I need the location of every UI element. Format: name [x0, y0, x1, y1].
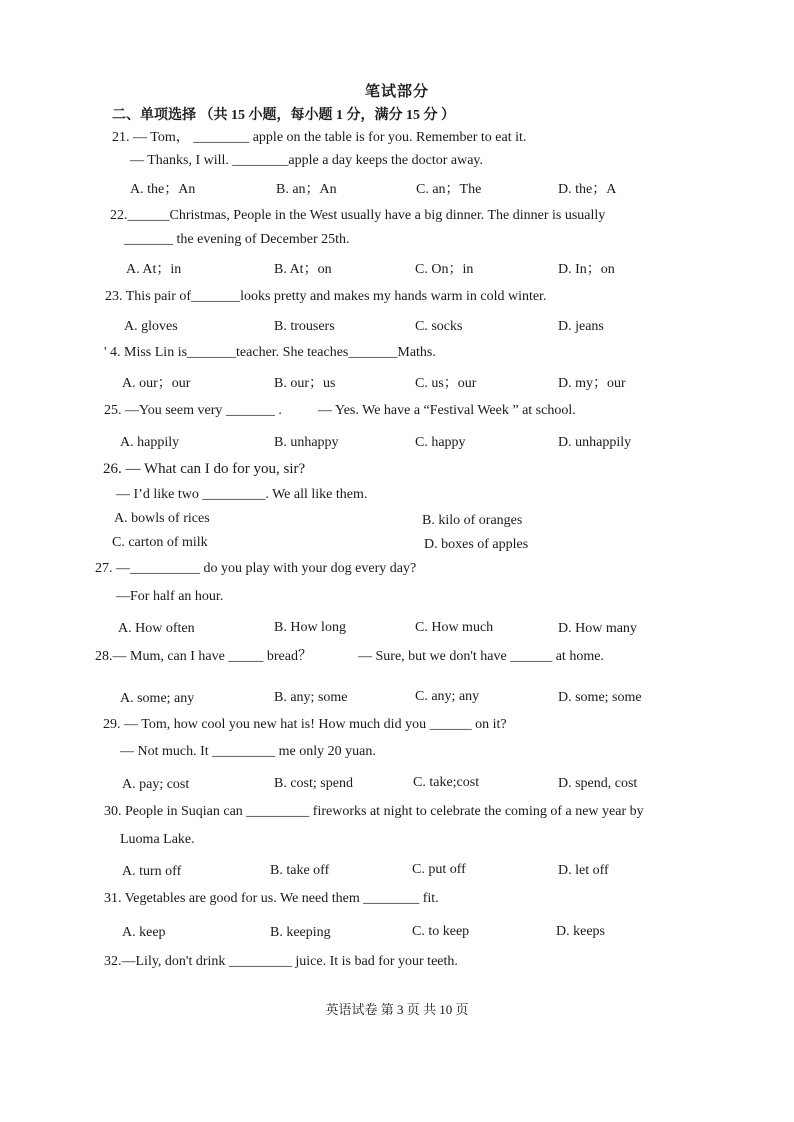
- question-23-option-a[interactable]: A. gloves: [124, 319, 178, 334]
- question-31-option-d[interactable]: D. keeps: [556, 924, 605, 939]
- question-29-option-d[interactable]: D. spend, cost: [558, 776, 638, 791]
- question-30-option-d[interactable]: D. let off: [558, 863, 609, 878]
- question-26-option-c[interactable]: C. carton of milk: [112, 535, 208, 550]
- question-27-option-c[interactable]: C. How much: [415, 620, 494, 635]
- question-26-option-d[interactable]: D. boxes of apples: [424, 537, 529, 552]
- question-22-text: 22.______Christmas, People in the West usually have a big dinner. The dinner is usually: [110, 208, 606, 223]
- question-24-option-b[interactable]: B. our；us: [274, 376, 336, 391]
- question-28-option-c[interactable]: C. any; any: [415, 689, 480, 704]
- question-31-option-b[interactable]: B. keeping: [270, 925, 331, 940]
- question-25-option-b[interactable]: B. unhappy: [274, 435, 339, 450]
- question-31-option-a[interactable]: A. keep: [122, 925, 166, 940]
- question-24-text: ' 4. Miss Lin is_______teacher. She teaches_______Maths.: [104, 345, 436, 360]
- question-29-option-c[interactable]: C. take;cost: [413, 775, 480, 790]
- question-28-option-d[interactable]: D. some; some: [558, 690, 642, 705]
- question-30-text-2: Luoma Lake.: [120, 832, 195, 847]
- question-28-option-a[interactable]: A. some; any: [120, 691, 195, 706]
- question-29-text-2: — Not much. It _________ me only 20 yuan.: [120, 744, 376, 759]
- page-footer: 英语试卷 第 3 页 共 10 页: [325, 1002, 469, 1017]
- question-21-option-d[interactable]: D. the；A: [558, 182, 617, 197]
- question-28-text: 28.— Mum, can I have _____ bread？: [95, 649, 312, 664]
- question-31-option-c[interactable]: C. to keep: [412, 924, 470, 939]
- question-21-option-b[interactable]: B. an；An: [276, 182, 337, 197]
- question-23-option-d[interactable]: D. jeans: [558, 319, 604, 334]
- question-22-option-d[interactable]: D. In；on: [558, 262, 615, 277]
- question-22-option-a[interactable]: A. At；in: [126, 262, 182, 277]
- question-25-reply: — Yes. We have a “Festival Week ” at school.: [318, 403, 576, 418]
- question-28-reply: — Sure, but we don't have ______ at home.: [358, 649, 604, 664]
- question-29-option-a[interactable]: A. pay; cost: [122, 777, 190, 792]
- question-27-text: 27. —__________ do you play with your dog every day?: [95, 561, 417, 576]
- question-27-option-a[interactable]: A. How often: [118, 621, 195, 636]
- page-title: 笔试部分: [364, 84, 429, 100]
- question-25-text: 25. —You seem very _______ .: [104, 403, 282, 418]
- question-29-option-b[interactable]: B. cost; spend: [274, 776, 353, 791]
- question-21-text: 21. — Tom， ________ apple on the table is for you. Remember to eat it.: [112, 130, 527, 145]
- question-27-option-b[interactable]: B. How long: [274, 620, 346, 635]
- question-25-option-d[interactable]: D. unhappily: [558, 435, 632, 450]
- question-26-option-a[interactable]: A. bowls of rices: [114, 511, 210, 526]
- question-22-option-b[interactable]: B. At；on: [274, 262, 332, 277]
- question-23-option-c[interactable]: C. socks: [415, 319, 463, 334]
- question-30-option-b[interactable]: B. take off: [270, 863, 330, 878]
- question-30-text: 30. People in Suqian can _________ fireworks at night to celebrate the coming of a new year by: [104, 804, 644, 819]
- question-27-text-2: —For half an hour.: [116, 589, 224, 604]
- question-32-text: 32.—Lily, don't drink _________ juice. It is bad for your teeth.: [104, 954, 458, 969]
- question-28-option-b[interactable]: B. any; some: [274, 690, 348, 705]
- question-24-option-c[interactable]: C. us；our: [415, 376, 477, 391]
- question-27-option-d[interactable]: D. How many: [558, 621, 637, 636]
- question-30-option-c[interactable]: C. put off: [412, 862, 466, 877]
- question-23-text: 23. This pair of_______looks pretty and makes my hands warm in cold winter.: [105, 289, 547, 304]
- question-21-option-a[interactable]: A. the；An: [130, 182, 196, 197]
- question-24-option-d[interactable]: D. my；our: [558, 376, 626, 391]
- question-26-text-2: — I’d like two _________. We all like them.: [116, 487, 368, 502]
- question-25-option-c[interactable]: C. happy: [415, 435, 466, 450]
- question-22-text-2: _______ the evening of December 25th.: [124, 232, 350, 247]
- question-26-option-b[interactable]: B. kilo of oranges: [422, 513, 523, 528]
- question-23-option-b[interactable]: B. trousers: [274, 319, 335, 334]
- question-30-option-a[interactable]: A. turn off: [122, 864, 182, 879]
- question-25-option-a[interactable]: A. happily: [120, 435, 180, 450]
- question-26-text: 26. — What can I do for you, sir?: [103, 461, 306, 477]
- section-heading: 二、单项选择 （共 15 小题，每小题 1 分，满分 15 分 ）: [112, 108, 455, 123]
- question-22-option-c[interactable]: C. On；in: [415, 262, 474, 277]
- question-21-text-2: — Thanks, I will. ________apple a day keeps the doctor away.: [130, 153, 484, 168]
- question-24-option-a[interactable]: A. our；our: [122, 376, 191, 391]
- question-29-text: 29. — Tom, how cool you new hat is! How much did you ______ on it?: [103, 717, 507, 732]
- question-31-text: 31. Vegetables are good for us. We need them ________ fit.: [104, 891, 439, 906]
- question-21-option-c[interactable]: C. an；The: [416, 182, 482, 197]
